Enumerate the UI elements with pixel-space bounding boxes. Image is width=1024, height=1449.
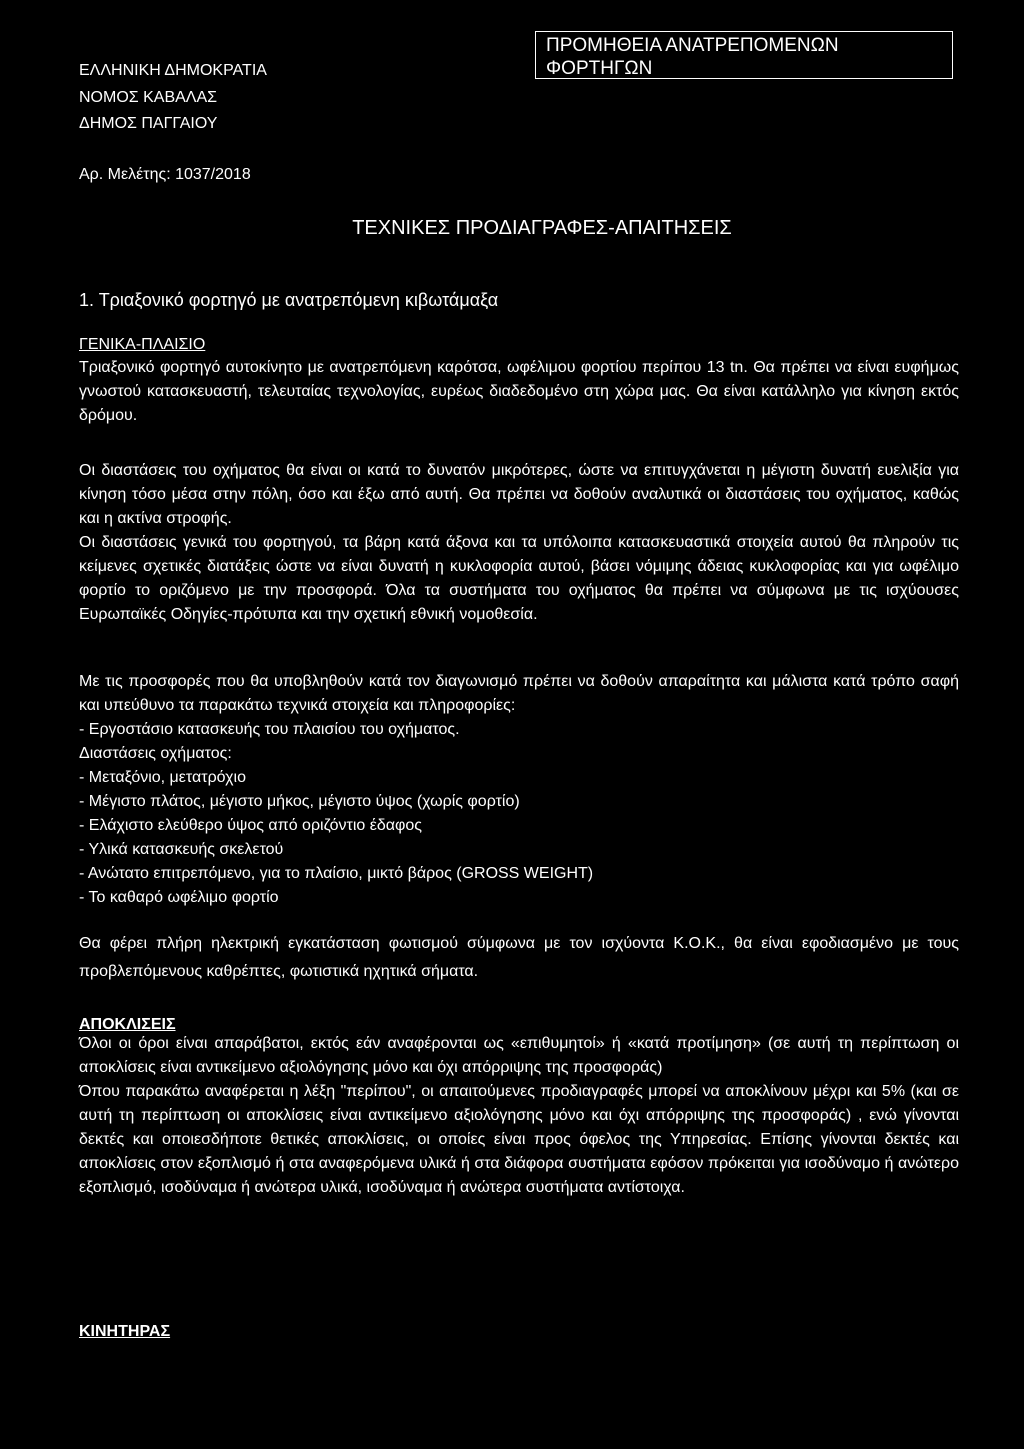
study-number: Αρ. Μελέτης: 1037/2018 (79, 166, 251, 183)
procurement-title-line2: ΦΟΡΤΗΓΩΝ (546, 58, 653, 79)
header-prefecture: ΝΟΜΟΣ ΚΑΒΑΛΑΣ (79, 89, 218, 106)
exclusions-paragraph-1: Όλοι οι όροι είναι απαράβατοι, εκτός εάν αναφέρονται ως «επιθυμητοί» ή «κατά προτίμηση» (σε αυτή τη περίπτωση οι αποκλίσεις είναι αντικείμενο αξιολόγησης μόνο και όχι απόρριψης της προσφοράς) (79, 1035, 959, 1076)
list-item: - Το καθαρό ωφέλιμο φορτίο (79, 889, 279, 906)
subsection-heading: ΓΕΝΙΚΑ-ΠΛΑΙΣΙΟ (79, 336, 206, 353)
offer-intro: Με τις προσφορές που θα υποβληθούν κατά τον διαγωνισμό πρέπει να δοθούν απαραίτητα και μάλιστα κατά τρόπο σαφή και υπεύθυνο τα παρακάτω τεχνικά στοιχεία και πληροφορίες: (79, 673, 959, 714)
list-item: - Μέγιστο πλάτος, μέγιστο μήκος, μέγιστο ύψος (χωρίς φορτίο) (79, 793, 520, 810)
dimensions-paragraph-b: Οι διαστάσεις γενικά του φορτηγού, τα βάρη κατά άξονα και τα υπόλοιπα κατασκευαστικά στοιχεία αυτού θα πληρούν τις κείμενες σχετικές διατάξεις ώστε να είναι δυνατή η κυκλοφορία αυτού, βάσει νόμιμης άδειας κυκλοφορίας και για ωφέλιμο φορτίο το οριζόμενο με την προσφορά. Όλα τα συστήματα του οχήματος θα πρέπει να σύμφωνα με τις ισχύουσες Ευρωπαϊκές Οδηγίες-πρότυπα και την σχετική εθνική νομοθεσία. (79, 534, 959, 623)
exclusions-text (79, 1032, 959, 1200)
engine-heading: ΚΙΝΗΤΗΡΑΣ (79, 1323, 171, 1340)
exclusions-paragraph-2: Όπου παρακάτω αναφέρεται η λέξη "περίπου", οι απαιτούμενες προδιαγραφές μπορεί να αποκλίνουν μέχρι και 5% (και σε αυτή τη περίπτωση οι αποκλίσεις είναι αντικείμενο αξιολόγησης μόνο και όχι απόρριψης της προσφοράς) , ενώ γίνονται δεκτές και οποιεσδήποτε θετικές αποκλίσεις, οι οποίες είναι προς όφελος της Υπηρεσίας. Επίσης γίνονται δεκτές και αποκλίσεις στον εξοπλισμό ή στα αναφερόμενα υλικά ή στα διάφορα συστήματα εφόσον πρόκειται για ισοδύναμο ή ανώτερο εξοπλισμό, ισοδύναμα ή ανώτερα υλικά, ισοδύναμα ή ανώτερα συστήματα αντίστοιχα. (79, 1083, 959, 1196)
dimensions-paragraph (79, 459, 959, 627)
list-item: - Ελάχιστο ελεύθερο ύψος από οριζόντιο έδαφος (79, 817, 422, 834)
list-item: Διαστάσεις οχήματος: (79, 745, 232, 762)
procurement-title-line1: ΠΡΟΜΗΘΕΙΑ ΑΝΑΤΡΕΠΟΜΕΝΩΝ (546, 35, 839, 56)
header-municipality: ΔΗΜΟΣ ΠΑΓΓΑΙΟΥ (79, 115, 218, 132)
dimensions-paragraph-a: Οι διαστάσεις του οχήματος θα είναι οι κατά το δυνατόν μικρότερες, ώστε να επιτυγχάνεται η μέγιστη δυνατή ευελιξία για κίνηση τόσο μέσα στην πόλη, όσο και έξω από αυτή. Θα πρέπει να δοθούν αναλυτικά οι διαστάσεις του οχήματος, καθώς και η ακτίνα στροφής. (79, 462, 959, 527)
section-heading: 1. Τριαξονικό φορτηγό με ανατρεπόμενη κιβωτάμαξα (79, 290, 499, 310)
general-paragraph: Τριαξονικό φορτηγό αυτοκίνητο με ανατρεπόμενη καρότσα, ωφέλιμου φορτίου περίπου 13 tn. Θα πρέπει να είναι ευφήμως γνωστού κατασκευαστή, τελευταίας τεχνολογίας, ευρέως διαδεδομένο στη χώρα μας. Θα είναι κατάλληλο για κίνηση εκτός δρόμου. (79, 359, 959, 424)
offer-requirements (79, 670, 959, 910)
procurement-title-box (535, 31, 953, 79)
document-title: ΤΕΧΝΙΚΕΣ ΠΡΟΔΙΑΓΡΑΦΕΣ-ΑΠΑΙΤΗΣΕΙΣ (352, 217, 732, 239)
list-item: - Εργοστάσιο κατασκευής του πλαισίου του οχήματος. (79, 721, 460, 738)
exclusions-heading: ΑΠΟΚΛΙΣΕΙΣ (79, 1016, 176, 1033)
list-item: - Ανώτατο επιτρεπόμενο, για το πλαίσιο, μικτό βάρος (GROSS WEIGHT) (79, 865, 594, 882)
lighting-paragraph: Θα φέρει πλήρη ηλεκτρική εγκατάσταση φωτισμού σύμφωνα με τον ισχύοντα Κ.Ο.Κ., θα είναι εφοδιασμένο με τους προβλεπόμενους καθρέπτες, φωτιστικά ηχητικά σήματα. (79, 935, 959, 980)
header-republic: ΕΛΛΗΝΙΚΗ ΔΗΜΟΚΡΑΤΙΑ (79, 62, 267, 79)
list-item: - Μεταξόνιο, μετατρόχιο (79, 769, 246, 786)
list-item: - Υλικά κατασκευής σκελετού (79, 841, 284, 858)
